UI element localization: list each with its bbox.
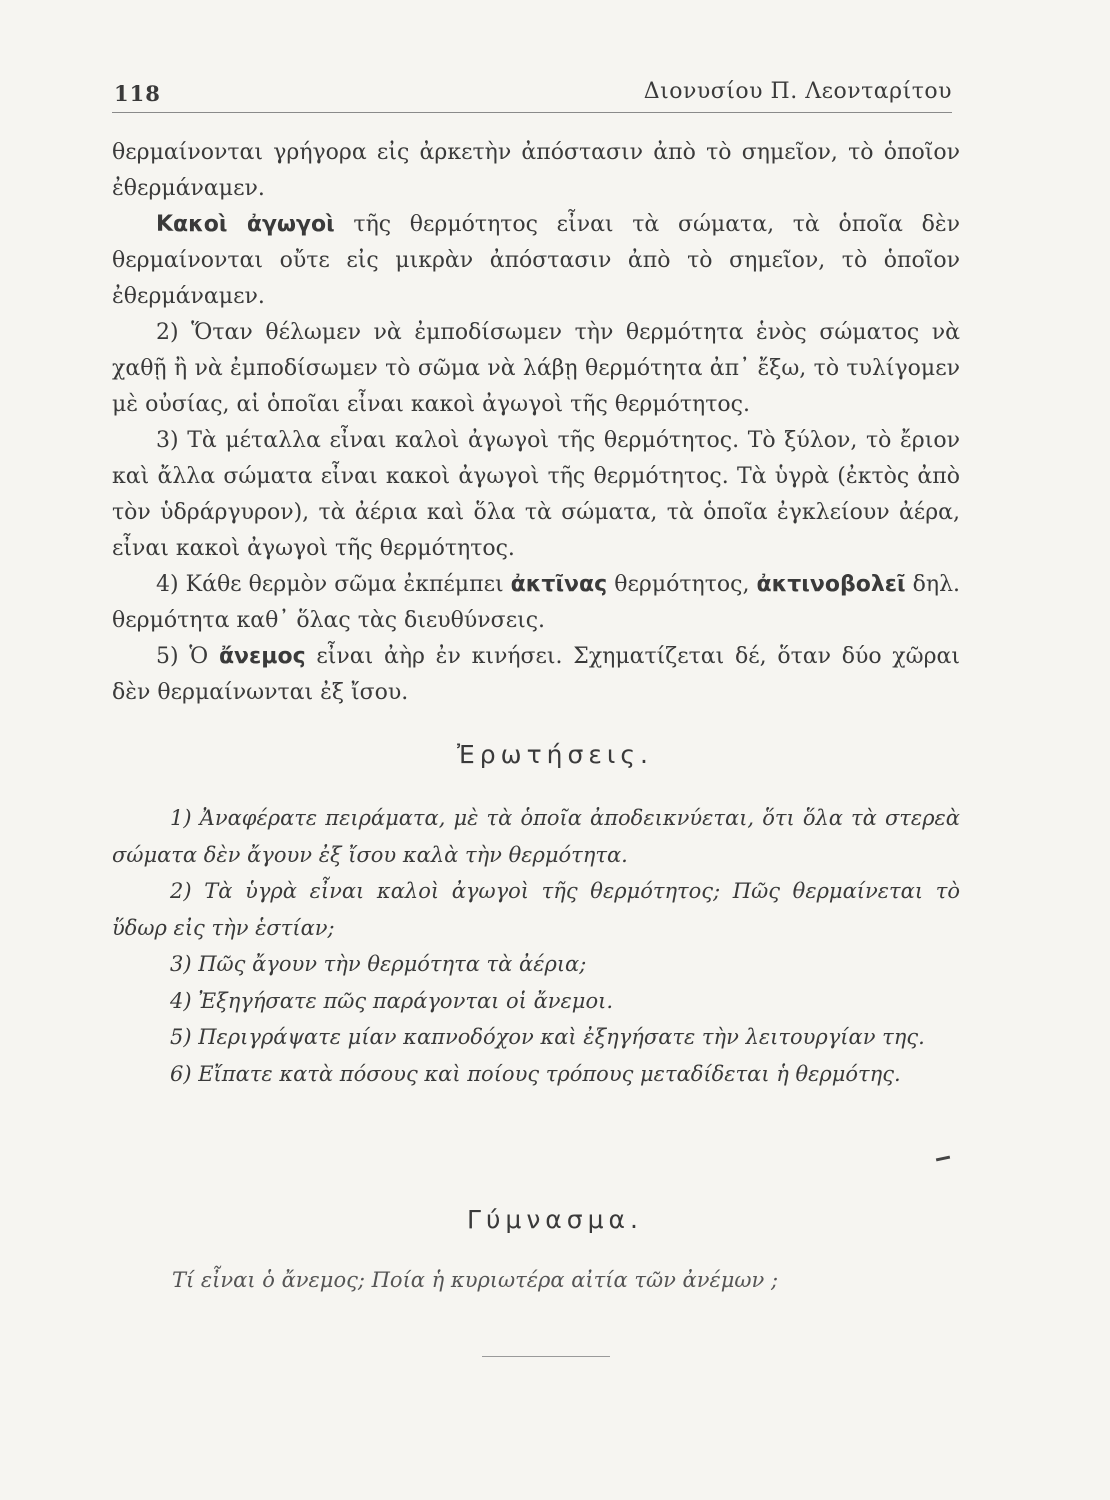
paragraph-6: 5) Ὁ ἄνεμος εἶναι ἀὴρ ἐν κινήσει. Σχηματίζεται δέ, ὅταν δύο χῶραι δὲν θερμαίνωνται ἐξ ἴσου. xyxy=(112,644,960,705)
question-item: 2) Τὰ ὑγρὰ εἶναι καλοὶ ἀγωγοὶ τῆς θερμότητος; Πῶς θερμαίνεται τὸ ὕδωρ εἰς τὴν ἑστίαν; xyxy=(112,879,960,940)
bold-term-bad-conductors: Κακοὶ ἀγωγοὶ xyxy=(156,212,335,237)
footer-rule xyxy=(482,1356,610,1357)
paragraph-2: Κακοὶ ἀγωγοὶ τῆς θερμότητος εἶναι τὰ σώματα, τὰ ὁποῖα δὲν θερμαίνονται οὔτε εἰς μικρὰν ἀπόστασιν ἀπὸ τὸ σημεῖον, τὸ ὁποῖον ἐθερμάναμεν. xyxy=(112,212,961,309)
paragraph-4: 3) Τὰ μέταλλα εἶναι καλοὶ ἀγωγοὶ τῆς θερμότητος. Τὸ ξύλον, τὸ ἔριον καὶ ἄλλα σώματα εἶναι κακοὶ ἀγωγοὶ τῆς θερμότητος. Τὰ ὑγρὰ (ἐκτὸς ἀπὸ τὸν ὑδράργυρον), τὰ ἀέρια καὶ ὅλα τὰ σώματα, τὰ ὁποῖα ἐγκλείουν ἀέρα, εἶναι κακοὶ ἀγωγοὶ τῆς θερμότητος. xyxy=(112,428,960,561)
paragraph-5: 4) Κάθε θερμὸν σῶμα ἐκπέμπει ἀκτῖνας θερμότητος, ἀκτινοβολεῖ δηλ. θερμότητα καθ᾽ ὅλας τὰς διευθύνσεις. xyxy=(112,572,961,633)
question-item: 1) Ἀναφέρατε πειράματα, μὲ τὰ ὁποῖα ἀποδεικνύεται, ὅτι ὅλα τὰ στερεὰ σώματα δὲν ἄγουν ἐξ ἴσου καλὰ τὴν θερμότητα. xyxy=(112,806,960,867)
question-item: 5) Περιγράψατε μίαν καπνοδόχον καὶ ἐξηγήσατε τὴν λειτουργίαν της. xyxy=(170,1025,925,1049)
page-header xyxy=(112,62,952,113)
questions-list xyxy=(112,800,960,1092)
question-item: 6) Εἴπατε κατὰ πόσους καὶ ποίους τρόπους μεταδίδεται ἡ θερμότης. xyxy=(170,1061,901,1086)
ink-mark xyxy=(936,1156,950,1162)
exercise-text: Τί εἶναι ὁ ἄνεμος; Ποία ἡ κυριωτέρα αἰτία τῶν ἀνέμων ; xyxy=(172,1268,779,1292)
bold-term-rays: ἀκτῖνας xyxy=(510,572,608,597)
paragraph-1: θερμαίνονται γρήγορα εἰς ἀρκετὴν ἀπόστασιν ἀπὸ τὸ σημεῖον, τὸ ὁποῖον ἐθερμάναμεν. xyxy=(112,140,960,201)
question-item: 3) Πῶς ἄγουν τὴν θερμότητα τὰ ἀέρια; xyxy=(170,952,587,976)
questions-heading: Ἐρωτήσεις. xyxy=(457,740,653,769)
running-head: Διονυσίου Π. Λεονταρίτου xyxy=(643,79,952,104)
bold-term-radiates: ἀκτινοβολεῖ xyxy=(756,572,906,597)
bold-term-wind: ἄνεμος xyxy=(218,644,306,669)
paragraph-3: 2) Ὅταν θέλωμεν νὰ ἐμποδίσωμεν τὴν θερμότητα ἑνὸς σώματος νὰ χαθῇ ἢ νὰ ἐμποδίσωμεν τὸ σῶμα νὰ λάβῃ θερμότητα ἀπ᾽ ἔξω, τὸ τυλίγομεν μὲ οὐσίας, αἱ ὁποῖαι εἶναι κακοὶ ἀγωγοὶ τῆς θερμότητος. xyxy=(112,320,960,417)
question-item: 4) Ἐξηγήσατε πῶς παράγονται οἱ ἄνεμοι. xyxy=(170,988,614,1013)
page-number: 118 xyxy=(114,81,161,106)
body-text xyxy=(112,135,960,711)
exercise-heading: Γύμνασμα. xyxy=(467,1205,643,1234)
